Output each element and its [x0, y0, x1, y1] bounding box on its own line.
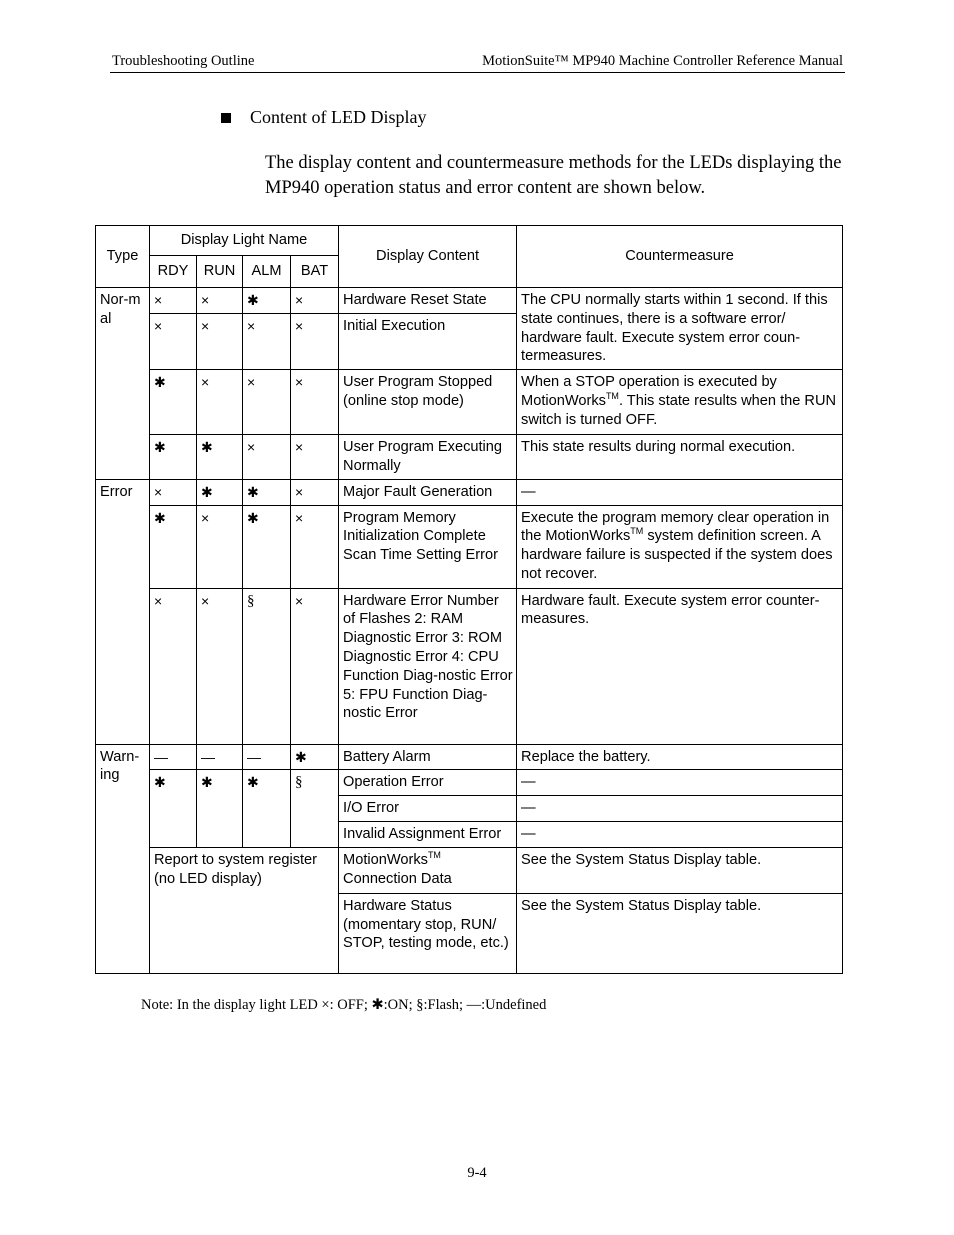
display-content: Hardware Reset State: [339, 288, 517, 314]
led-on: ✱: [197, 479, 243, 505]
countermeasure: —: [517, 821, 843, 847]
led-off: ×: [150, 588, 197, 744]
countermeasure: Replace the battery.: [517, 744, 843, 770]
led-on: ✱: [243, 288, 291, 314]
display-content: User Program Stopped (online stop mode): [339, 370, 517, 435]
led-on: ✱: [243, 479, 291, 505]
running-header-left: Troubleshooting Outline: [112, 53, 255, 69]
led-off: ×: [197, 588, 243, 744]
page-number: 9-4: [467, 1165, 487, 1181]
led-undefined: —: [197, 744, 243, 770]
led-on: ✱: [150, 505, 197, 588]
led-undefined: —: [150, 744, 197, 770]
trademark-sup: TM: [605, 391, 619, 402]
led-on: ✱: [150, 435, 197, 480]
led-off: ×: [150, 313, 197, 369]
led-off: ×: [243, 313, 291, 369]
led-off: ×: [197, 313, 243, 369]
led-on: ✱: [243, 770, 291, 847]
led-off: ×: [291, 505, 339, 588]
led-off: ×: [150, 479, 197, 505]
led-off: ×: [291, 479, 339, 505]
led-on: ✱: [243, 505, 291, 588]
display-content: Battery Alarm: [339, 744, 517, 770]
countermeasure-text: When a STOP operation is executed by MotionWorks: [521, 374, 777, 409]
running-header-right: MotionSuite™ MP940 Machine Controller Reference Manual: [482, 53, 843, 69]
countermeasure: See the System Status Display table.: [517, 847, 843, 893]
header-countermeasure: Countermeasure: [517, 226, 843, 288]
led-on: ✱: [197, 435, 243, 480]
display-content: Program Memory Initialization Complete Scan Time Setting Error: [339, 505, 517, 588]
led-off: ×: [291, 288, 339, 314]
led-on: ✱: [150, 370, 197, 435]
display-content: Hardware Error Number of Flashes 2: RAM Diagnostic Error 3: ROM Diagnostic Error 4: CPU Function Diag-nostic Error 5: FPU Function Diag-nostic Error: [339, 588, 517, 744]
countermeasure: —: [517, 479, 843, 505]
display-content: Hardware Status (momentary stop, RUN/ STOP, testing mode, etc.): [339, 893, 517, 973]
header-display-light-name: Display Light Name: [150, 226, 339, 256]
countermeasure: [517, 370, 843, 435]
header-bat: BAT: [291, 256, 339, 288]
led-off: ×: [243, 370, 291, 435]
led-on: ✱: [291, 744, 339, 770]
led-off: ×: [150, 288, 197, 314]
report-to-system-register: Report to system register (no LED display): [150, 847, 339, 973]
countermeasure: —: [517, 770, 843, 796]
countermeasure: This state results during normal execution.: [517, 435, 843, 480]
section-title: Content of LED Display: [250, 107, 427, 127]
countermeasure-text: system definition screen. A hardware failure is suspected if the system does not recover.: [521, 528, 833, 582]
display-content: Operation Error: [339, 770, 517, 796]
display-content: Invalid Assignment Error: [339, 821, 517, 847]
header-rule: [110, 72, 845, 73]
led-off: ×: [291, 435, 339, 480]
countermeasure: The CPU normally starts within 1 second. If this state continues, there is a software error/ hardware fault. Execute system error coun-termeasures.: [517, 288, 843, 370]
header-rdy: RDY: [150, 256, 197, 288]
countermeasure: Hardware fault. Execute system error counter-measures.: [517, 588, 843, 744]
led-on: ✱: [197, 770, 243, 847]
bullet-square-icon: [221, 113, 231, 123]
header-run: RUN: [197, 256, 243, 288]
display-content: [339, 847, 517, 893]
display-content-text: Connection Data: [343, 870, 452, 887]
intro-paragraph: The display content and countermeasure methods for the LEDs displaying the MP940 operation status and error content are shown below.: [265, 153, 842, 198]
led-off: ×: [197, 370, 243, 435]
header-display-content: Display Content: [339, 226, 517, 288]
led-on: ✱: [150, 770, 197, 847]
countermeasure: [517, 505, 843, 588]
section-heading: [221, 107, 426, 128]
led-flash: §: [243, 588, 291, 744]
countermeasure: See the System Status Display table.: [517, 893, 843, 973]
led-display-table: [95, 225, 843, 974]
led-flash: §: [291, 770, 339, 847]
group-normal: Nor-mal: [96, 288, 150, 480]
countermeasure: —: [517, 796, 843, 822]
header-type: Type: [96, 226, 150, 288]
led-undefined: —: [243, 744, 291, 770]
led-off: ×: [197, 505, 243, 588]
trademark-sup: TM: [630, 526, 644, 537]
display-content: Initial Execution: [339, 313, 517, 369]
trademark-sup: TM: [427, 849, 441, 860]
group-error: Error: [96, 479, 150, 744]
led-off: ×: [243, 435, 291, 480]
display-content: User Program Executing Normally: [339, 435, 517, 480]
group-warning: Warn-ing: [96, 744, 150, 973]
display-content: Major Fault Generation: [339, 479, 517, 505]
led-off: ×: [197, 288, 243, 314]
legend-note: Note: In the display light LED ×: OFF; ✱:ON; §:Flash; —:Undefined: [141, 997, 547, 1013]
countermeasure-text: Execute the program memory clear operation in the MotionWorks: [521, 509, 830, 545]
display-content-text: MotionWorks: [343, 851, 428, 868]
led-off: ×: [291, 588, 339, 744]
led-off: ×: [291, 370, 339, 435]
header-alm: ALM: [243, 256, 291, 288]
display-content: I/O Error: [339, 796, 517, 822]
led-off: ×: [291, 313, 339, 369]
countermeasure-text: . This state results when the RUN switch is turned OFF.: [521, 392, 837, 428]
